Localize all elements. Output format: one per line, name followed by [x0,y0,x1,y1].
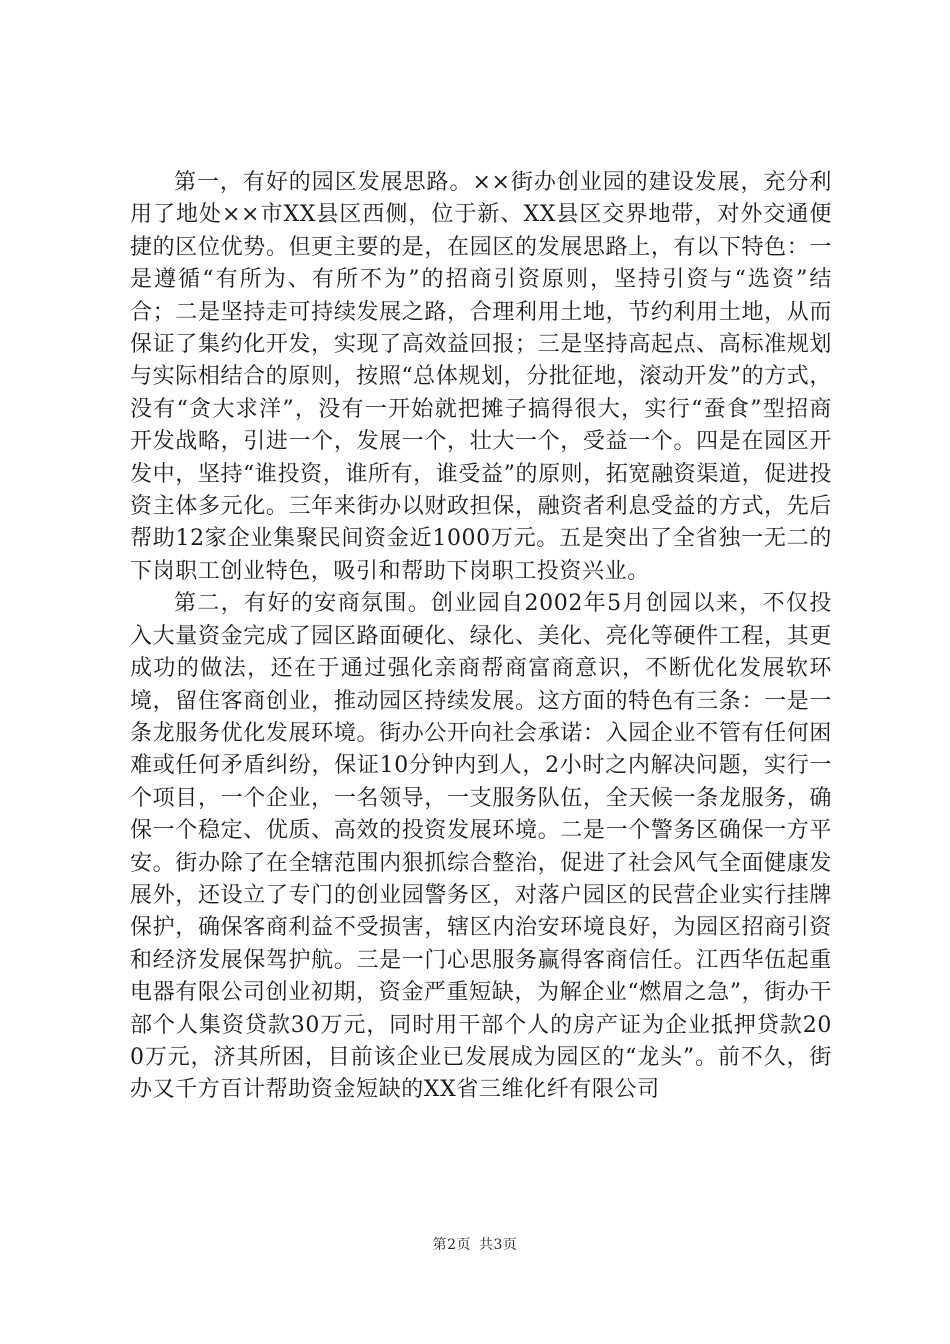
page-footer [0,1234,950,1254]
page-total: 共3页 [479,1237,518,1253]
paragraph-1: 第一，有好的园区发展思路。××街办创业园的建设发展，充分利用了地处××市XX县区西侧，位于新、XX县区交界地带，对外交通便捷的区位优势。但更主要的是，在园区的发展思路上，有以下特色：一是遵循“有所为、有所不为”的招商引资原则，坚持引资与“选资”结合；二是坚持走可持续发展之路，合理利用土地，节约利用土地，从而保证了集约化开发，实现了高效益回报；三是坚持高起点、高标准规划与实际相结合的原则，按照“总体规划，分批征地，滚动开发”的方式，没有“贪大求洋”，没有一开始就把摊子搞得很大，实行“蚕食”型招商开发战略，引进一个，发展一个，壮大一个，受益一个。四是在园区开发中，坚持“谁投资，谁所有，谁受益”的原则，拓宽融资渠道，促进投资主体多元化。三年来街办以财政担保，融资者利息受益的方式，先后帮助12家企业集聚民间资金近1000万元。五是突出了全省独一无二的下岗职工创业特色，吸引和帮助下岗职工投资兴业。 [130,170,832,584]
document-body [130,167,832,1107]
paragraph-2: 第二，有好的安商氛围。创业园自2002年5月创园以来，不仅投入大量资金完成了园区路面硬化、绿化、美化、亮化等硬件工程，其更成功的做法，还在于通过强化亲商帮商富商意识，不断优化发展软环境，留住客商创业，推动园区持续发展。这方面的特色有三条：一是一条龙服务优化发展环境。街办公开向社会承诺：入园企业不管有任何困难或任何矛盾纠纷，保证10分钟内到人，2小时之内解决问题，实行一个项目，一个企业，一名领导，一支服务队伍，全天候一条龙服务，确保一个稳定、优质、高效的投资发展环境。二是一个警务区确保一方平安。街办除了在全辖范围内狠抓综合整治，促进了社会风气全面健康发展外，还设立了专门的创业园警务区，对落户园区的民营企业实行挂牌保护，确保客商利益不受损害，辖区内治安环境良好，为园区招商引资和经济发展保驾护航。三是一门心思服务赢得客商信任。江西华伍起重电器有限公司创业初期，资金严重短缺，为解企业“燃眉之急”，街办干部个人集资贷款30万元，同时用干部个人的房产证为企业抵押贷款200万元，济其所困，目前该企业已发展成为园区的“龙头”。前不久，街办又千方百计帮助资金短缺的XX省三维化纤有限公司 [130,591,832,1103]
page-number: 第2页 [432,1237,471,1253]
